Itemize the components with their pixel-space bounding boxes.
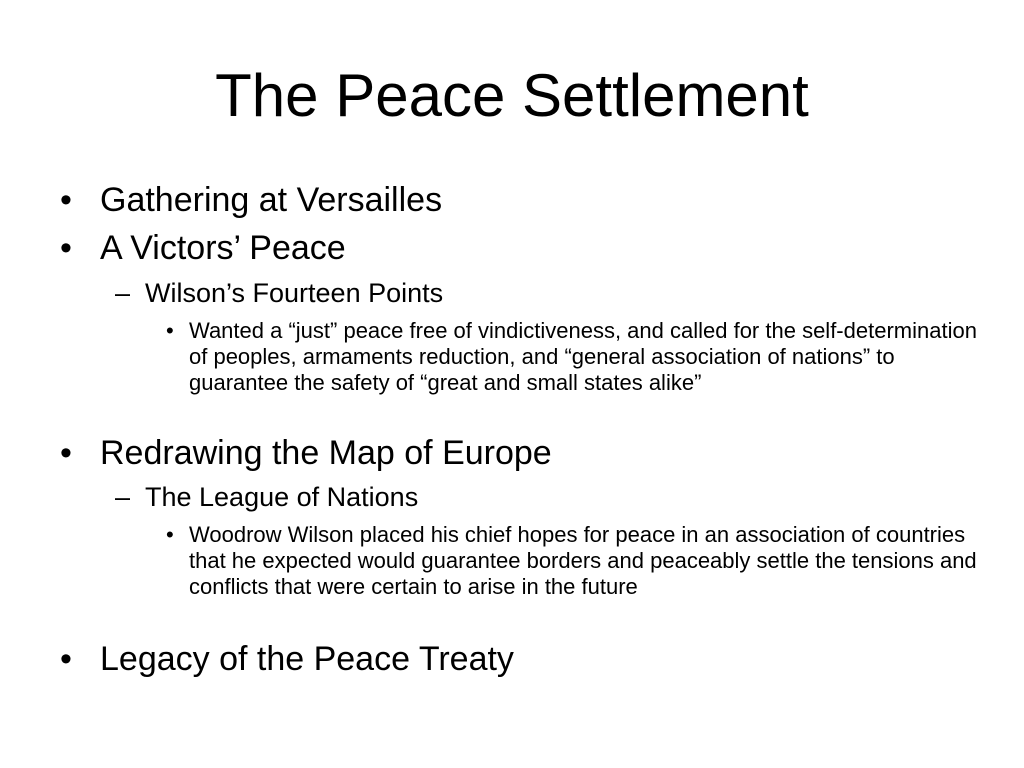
bullet-item-gathering-at-versailles: Gathering at Versailles: [100, 181, 443, 219]
bullet-item-a-victors-peace: A Victors’ Peace: [100, 229, 346, 267]
sub-item-league-of-nations: The League of Nations: [145, 482, 419, 512]
bullet-icon: •: [60, 640, 72, 678]
slide-title: The Peace Settlement: [215, 62, 809, 129]
bullet-icon: •: [60, 229, 72, 267]
sub-item-wilsons-fourteen-points: Wilson’s Fourteen Points: [145, 278, 444, 308]
bullet-item-legacy-of-peace-treaty: Legacy of the Peace Treaty: [100, 640, 514, 678]
bullet-icon: •: [166, 522, 174, 547]
detail-fourteen-points: Wanted a “just” peace free of vindictiveness, and called for the self-determination of peoples, armaments reduction, and “general association of nations” to guarantee the safety of “great and small states alike”: [189, 318, 977, 395]
dash-icon: –: [115, 278, 131, 308]
detail-league-of-nations: Woodrow Wilson placed his chief hopes for peace in an association of countries that he expected would guarantee borders and peaceably settle the tensions and conflicts that were certain to arise in the future: [189, 522, 977, 599]
bullet-icon: •: [166, 318, 174, 343]
bullet-icon: •: [60, 181, 72, 219]
bullet-icon: •: [60, 434, 72, 472]
dash-icon: –: [115, 482, 131, 512]
bullet-item-redrawing-the-map: Redrawing the Map of Europe: [100, 434, 552, 472]
